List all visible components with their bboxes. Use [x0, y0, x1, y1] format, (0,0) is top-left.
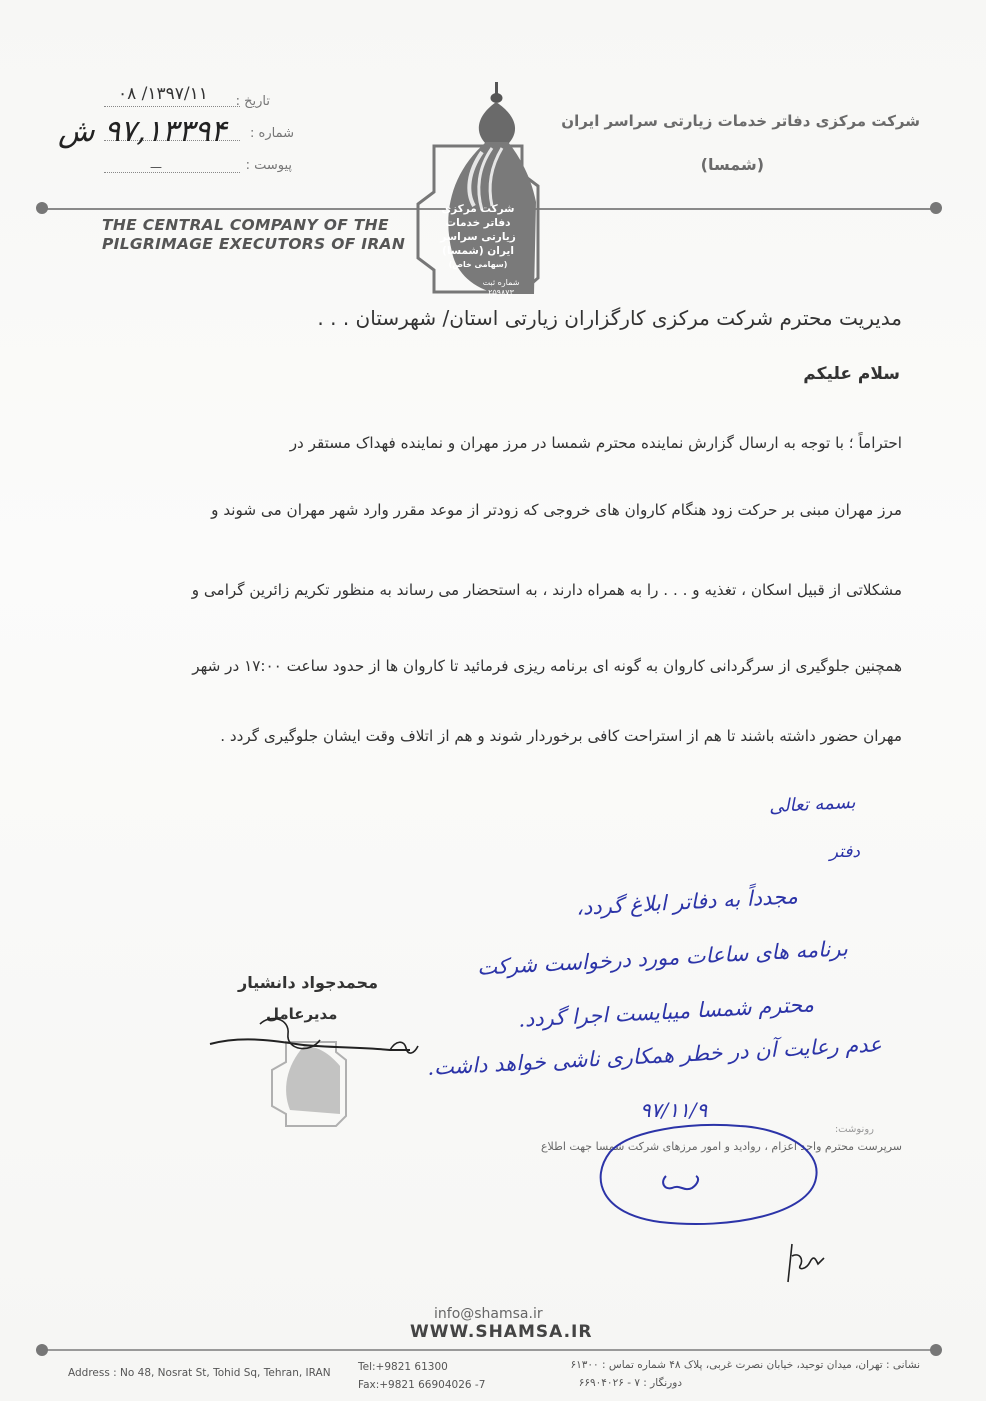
logo-registration [466, 278, 536, 298]
approval-oval-icon [580, 1118, 830, 1230]
company-name-en-line2: PILGRIMAGE EXECUTORS OF IRAN [102, 235, 406, 253]
footer-email: info@shamsa.ir [434, 1306, 543, 1322]
addressee: مدیریت محترم شرکت مرکزی کارگزاران زیارتی استان/ شهرستان . . . [317, 306, 902, 330]
greeting: سلام علیکم [803, 364, 900, 384]
date-value: ۱۳۹۷/۱۱/ ۰۸ [118, 84, 208, 104]
signatory-name: محمدجواد دانشیار [238, 973, 378, 992]
initials-signature-icon [770, 1236, 830, 1286]
note-line-2: دفتر [829, 842, 860, 862]
body-line-3: مشکلاتی از قبیل اسکان ، تغذیه و . . . را به همراه دارند ، به استحضار می رساند به منظور تکریم زائرین گرامی و [191, 581, 902, 599]
note-line-5: محترم شمسا میبایست اجرا گردد. [517, 992, 815, 1032]
header-rule-dot-right [930, 202, 942, 214]
signatory-title: مدیرعامل [266, 1005, 338, 1023]
company-logo [412, 82, 554, 308]
cc-label: رونوشت: [834, 1124, 874, 1135]
logo-reg-label: شماره ثبت [482, 278, 520, 287]
date-line [104, 106, 240, 107]
note-line-3: مجدداً به دفاتر ابلاغ گردد، [575, 884, 799, 920]
footer-rule-dot-left [36, 1344, 48, 1356]
footer-rule-dot-right [930, 1344, 942, 1356]
date-label: تاریخ : [235, 94, 270, 109]
number-label: شماره : [250, 126, 294, 141]
logo-line4: ایران (شمسا) [442, 245, 514, 257]
body-line-2: مرز مهران مبنی بر حرکت زود هنگام کاروان های خروجی که زودتر از موعد مقرر وارد شهر مهران می شوند و [211, 501, 902, 519]
body-line-5: مهران حضور داشته باشند تا هم از استراحت کافی برخوردار شوند و هم از اتلاف وقت ایشان جلوگیری گردد . [220, 727, 902, 745]
body-line-1: احتراماً ؛ با توجه به ارسال گزارش نماینده محترم شمسا در مرز مهران و نماینده فهداک مستقر در [289, 434, 902, 452]
company-name-en-line1: THE CENTRAL COMPANY OF THE [102, 216, 389, 234]
header-rule-dot-left [36, 202, 48, 214]
attachment-label: پیوست : [245, 158, 292, 173]
logo-line3: زیارتی سراسر [440, 231, 516, 243]
logo-reg-number: ۲۵۹۸۷۳ [488, 288, 514, 297]
company-name-en [102, 216, 405, 254]
note-line-6: عدم رعایت آن در خطر همکاری ناشی خواهد داشت. [426, 1032, 883, 1080]
mosque-dome-icon [412, 82, 554, 308]
logo-line1: شرکت مرکزی [441, 203, 515, 215]
footer-address-en: Address : No 48, Nosrat St, Tohid Sq, Tehran, IRAN [68, 1367, 331, 1379]
logo-line5: (سهامی خاص) [448, 260, 508, 269]
signature-stamp-icon [200, 1010, 440, 1130]
footer-fax-en: Fax:+9821 66904026 -7 [358, 1379, 486, 1391]
company-name-fa: شرکت مرکزی دفاتر خدمات زیارتی سراسر ایران [561, 112, 920, 130]
footer-website: WWW.SHAMSA.IR [410, 1322, 593, 1342]
footer-tel-en: Tel:+9821 61300 [358, 1361, 448, 1373]
cc-text: سرپرست محترم واحد اعزام ، روادید و امور مرزهای شرکت شمسا جهت اطلاع [540, 1140, 902, 1153]
attachment-line [104, 172, 240, 173]
logo-text [416, 202, 540, 272]
body-line-4: همچنین جلوگیری از سرگردانی کاروان به گونه ای برنامه ریزی فرمائید تا کاروان ها از حدود ساعت ۱۷:۰۰ در شهر [192, 657, 902, 675]
company-abbr-fa: (شمسا) [700, 155, 764, 174]
note-line-4: برنامه های ساعات مورد درخواست شرکت [476, 936, 849, 980]
note-line-1: بسمه تعالی [768, 791, 857, 818]
footer-fax-fa: دورنگار : ۷ - ۶۶۹۰۴۰۲۶ [578, 1377, 682, 1389]
attachment-value: — [150, 160, 162, 174]
footer-rule [42, 1349, 936, 1351]
logo-line2: دفاتر خدمات [445, 217, 511, 229]
number-value: ۹۷,۱۳۳۹۴ ش [58, 114, 227, 149]
note-date: ۹۷/۱۱/۹ [640, 1098, 708, 1122]
footer-address-fa: نشانی : تهران، میدان توحید، خیابان نصرت غربی، پلاک ۴۸ شماره تماس : ۶۱۳۰۰ [570, 1359, 920, 1371]
